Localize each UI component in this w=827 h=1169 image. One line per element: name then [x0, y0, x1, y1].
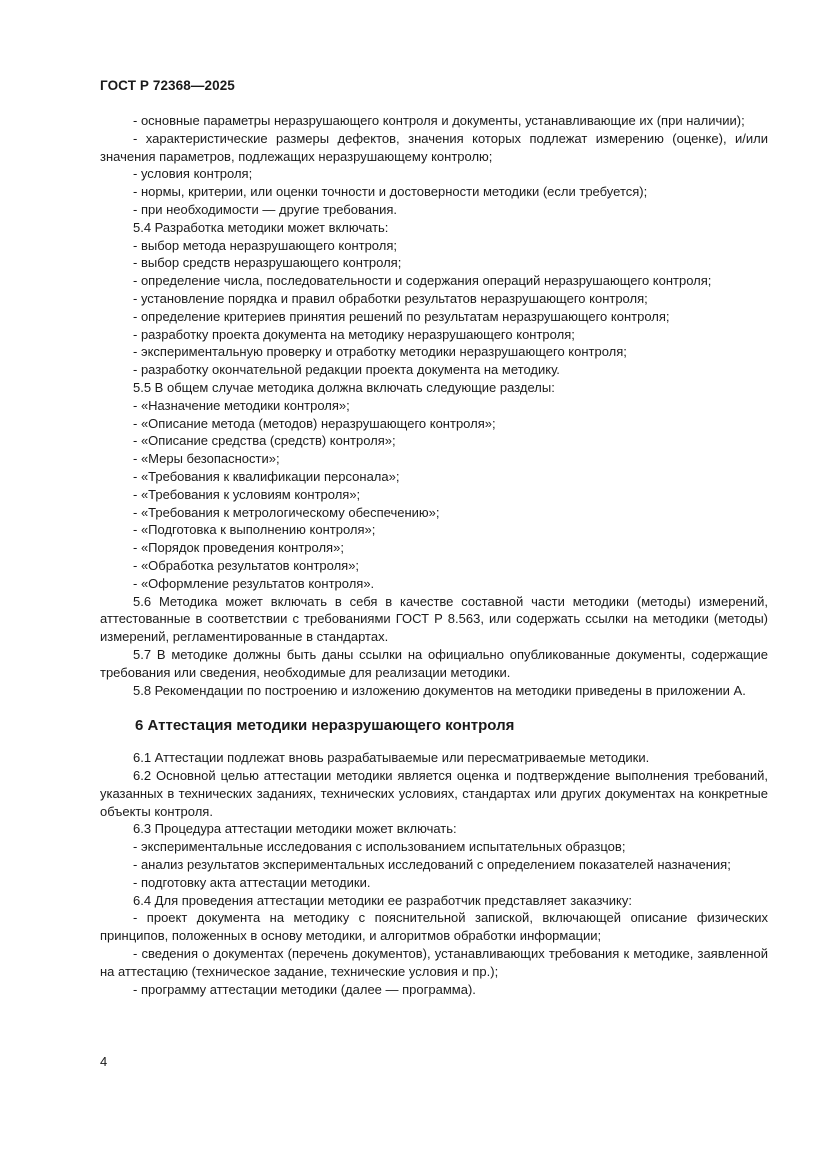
clause-5-5: 5.5 В общем случае методика должна включать следующие разделы: [133, 379, 555, 395]
list-item: - основные параметры неразрушающего контроля и документы, устанавливающие их (при наличии); [133, 113, 745, 128]
clause-5-4: 5.4 Разработка методики может включать: [133, 219, 389, 235]
list-item: - экспериментальные исследования с использованием испытательных образцов; [133, 839, 626, 855]
list-item: - «Подготовка к выполнению контроля»; [133, 522, 376, 538]
section-6-heading: 6 Аттестация методики неразрушающего контроля [135, 717, 515, 735]
list-item: - «Назначение методики контроля»; [133, 397, 350, 413]
list-item: - «Оформление результатов контроля». [133, 575, 375, 591]
standard-header: ГОСТ Р 72368—2025 [100, 78, 235, 93]
list-item: - нормы, критерии, или оценки точности и достоверности методики (если требуется); [133, 184, 648, 200]
clause-6-2: 6.2 Основной целью аттестации методики является оценка и подтверждение выполнения требований, указанных в технических заданиях, технических условиях, стандартах или других документах на конкретные объекты контроля. [100, 768, 768, 819]
clause-5-7: 5.7 В методике должны быть даны ссылки на официально опубликованные документы, содержащие требования или сведения, необходимые для реализации методики. [100, 646, 768, 680]
list-item: - «Требования к квалификации персонала»; [133, 468, 400, 484]
list-item: - выбор средств неразрушающего контроля; [133, 255, 402, 271]
list-item: - выбор метода неразрушающего контроля; [133, 237, 397, 253]
list-item: - «Описание метода (методов) неразрушающего контроля»; [133, 415, 496, 431]
page-number: 4 [100, 1054, 108, 1069]
page-body [100, 112, 768, 998]
clause-6-3: 6.3 Процедура аттестации методики может включать: [133, 821, 457, 837]
clause-5-6: 5.6 Методика может включать в себя в качестве составной части методики (методы) измерений, аттестованные в соответствии с требованиями ГОСТ Р 8.563, или содержать ссылки на методики (методы) измерений, регламентированные в стандартах. [100, 593, 768, 645]
list-item: - «Обработка результатов контроля»; [133, 557, 360, 573]
list-item: - подготовку акта аттестации методики. [133, 874, 371, 890]
list-item: - «Требования к условиям контроля»; [133, 486, 361, 502]
list-item: - при необходимости — другие требования. [133, 201, 398, 217]
list-item: - разработку окончательной редакции проекта документа на методику. [133, 362, 560, 378]
list-item: - сведения о документах (перечень документов), устанавливающих требования к методике, заявленной на аттестацию (техническое задание, технические условия и пр.); [100, 946, 768, 979]
list-item: - «Меры безопасности»; [133, 451, 280, 467]
list-item: - «Порядок проведения контроля»; [133, 540, 344, 556]
list-item: - программу аттестации методики (далее — программа). [133, 981, 476, 997]
list-item: - установление порядка и правил обработки результатов неразрушающего контроля; [133, 290, 648, 306]
list-item: - анализ результатов экспериментальных исследований с определением показателей назначения; [133, 857, 731, 873]
list-item: - определение числа, последовательности и содержания операций неразрушающего контроля; [133, 273, 712, 289]
clause-6-1: 6.1 Аттестации подлежат вновь разрабатываемые или пересматриваемые методики. [133, 750, 650, 766]
clause-5-8: 5.8 Рекомендации по построению и изложению документов на методики приведены в приложении А. [133, 682, 746, 698]
list-item: - разработку проекта документа на методику неразрушающего контроля; [133, 326, 575, 342]
list-item: - экспериментальную проверку и отработку методики неразрушающего контроля; [133, 344, 627, 360]
list-item: - «Требования к метрологическому обеспечению»; [133, 504, 440, 520]
clause-6-4: 6.4 Для проведения аттестации методики ее разработчик представляет заказчику: [133, 892, 632, 908]
list-item: - проект документа на методику с пояснительной запиской, включающей описание физических принципов, положенных в основу методики, и алгоритмов обработки информации; [100, 910, 768, 944]
list-item: - характеристические размеры дефектов, значения которых подлежат измерению (оценке), и/или значения параметров, подлежащих неразрушающему контролю; [100, 130, 768, 164]
list-item: - определение критериев принятия решений по результатам неразрушающего контроля; [133, 308, 670, 324]
list-item: - условия контроля; [133, 166, 253, 182]
list-item: - «Описание средства (средств) контроля»; [133, 433, 396, 449]
